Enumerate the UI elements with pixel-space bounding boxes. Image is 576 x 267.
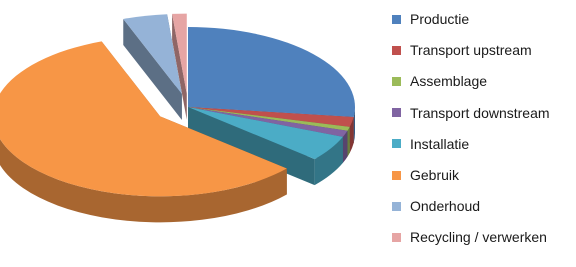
legend-item-recycling-verwerken — [392, 226, 547, 248]
legend-swatch — [392, 233, 401, 242]
legend-swatch — [392, 15, 401, 24]
legend-swatch — [392, 139, 401, 148]
legend-item-transport-upstream — [392, 39, 532, 61]
legend-swatch — [392, 171, 401, 180]
pie-slice-assemblage-side — [347, 127, 349, 157]
legend-item-gebruik — [392, 164, 459, 186]
legend-label: Productie — [410, 11, 470, 27]
pie-slice-productie — [188, 27, 355, 117]
legend-label: Assemblage — [410, 73, 488, 90]
legend-label: Gebruik — [410, 167, 460, 183]
legend-item-onderhoud — [392, 195, 480, 217]
legend-label: Transport downstream — [410, 104, 550, 121]
legend-item-transport-downstream — [392, 102, 550, 124]
legend-item-assemblage — [392, 70, 487, 92]
legend-swatch — [392, 77, 401, 86]
legend-label: Installatie — [410, 135, 470, 152]
legend-label: Onderhoud — [410, 198, 481, 215]
legend-swatch — [392, 46, 401, 55]
legend-item-productie — [392, 8, 469, 30]
legend-item-installatie — [392, 133, 469, 155]
legend-swatch — [392, 108, 401, 117]
legend-swatch — [392, 202, 401, 211]
legend-label: Transport upstream — [410, 42, 532, 59]
legend-label: Recycling / verwerken — [410, 229, 547, 246]
